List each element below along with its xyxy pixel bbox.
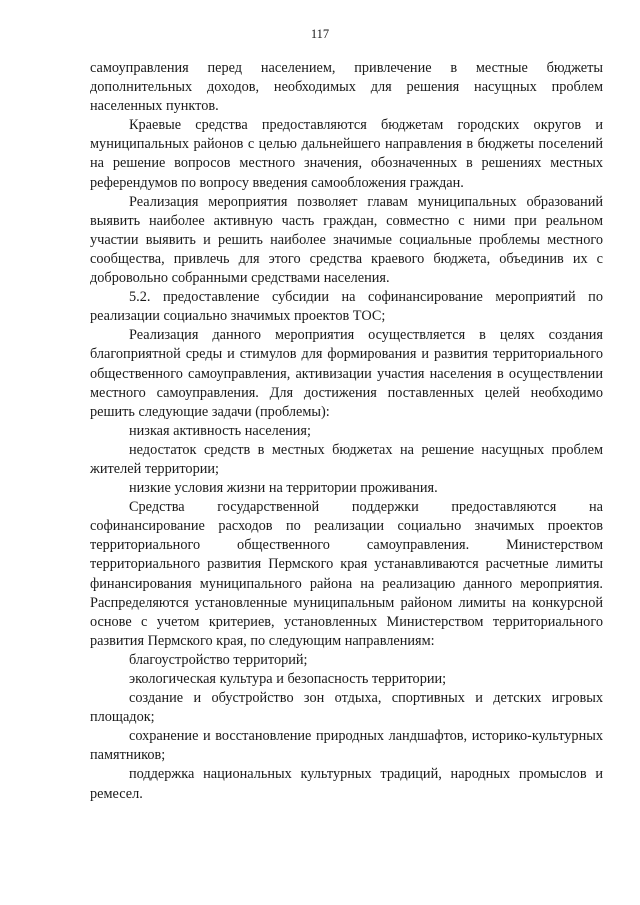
paragraph-state-support: Средства государственной поддержки предоставляются на софинансирование расходов по реализации социально значимых проектов территориального общественного самоуправления. Министерством территориального развития Пермского края устанавливаются расчетные лимиты финансирования муниципального района на реализацию данного мероприятия. Распределяются установленные муниципальным районом лимиты на конкурсной основе с учетом критериев, установленных Министерством территориального развития Пермского края, по следующим направлениям:: [90, 499, 603, 649]
list-item-problem: низкая активность населения;: [129, 422, 311, 439]
paragraph-regional-funds: Краевые средства предоставляются бюджетам городских округов и муниципальных районов с целью дальнейшего направления в бюджеты поселений на решение вопросов местного значения, обозначенных в решениях местных референдумов по вопросу введения самообложения граждан.: [90, 117, 603, 191]
list-item-problem: низкие условия жизни на территории проживания.: [129, 480, 438, 497]
list-item-direction: благоустройство территорий;: [129, 651, 308, 668]
list-item-problem: недостаток средств в местных бюджетах на решение насущных проблем жителей территории;: [90, 441, 603, 477]
paragraph-section-5-2: 5.2. предоставление субсидии на софинансирование мероприятий по реализации социально значимых проектов ТОС;: [90, 289, 603, 325]
paragraph-tos-goals: Реализация данного мероприятия осуществляется в целях создания благоприятной среды и стимулов для формирования и развития территориального общественного самоуправления, активизации участия населения в осуществлении местного самоуправления. Для достижения поставленных целей необходимо решить следующие задачи (проблемы):: [90, 327, 603, 420]
list-item-direction: поддержка национальных культурных традиций, народных промыслов и ремесел.: [90, 766, 603, 802]
list-item-direction: сохранение и восстановление природных ландшафтов, историко-культурных памятников;: [90, 728, 603, 764]
paragraph-implementation-effect: Реализация мероприятия позволяет главам муниципальных образований выявить наиболее активную часть граждан, совместно с ними при реальном участии выявить и решить наиболее значимые социальные проблемы местного сообщества, привлечь для этого средства краевого бюджета, объединив их с добровольно собранными средствами населения.: [90, 193, 603, 287]
list-item-direction: создание и обустройство зон отдыха, спортивных и детских игровых площадок;: [90, 690, 603, 726]
paragraph-continuation: самоуправления перед населением, привлечение в местные бюджеты дополнительных доходов, необходимых для решения насущных проблем населенных пунктов.: [90, 60, 603, 115]
page-number: 117: [310, 27, 330, 41]
list-item-direction: экологическая культура и безопасность территории;: [129, 671, 447, 687]
document-body: [90, 59, 603, 804]
